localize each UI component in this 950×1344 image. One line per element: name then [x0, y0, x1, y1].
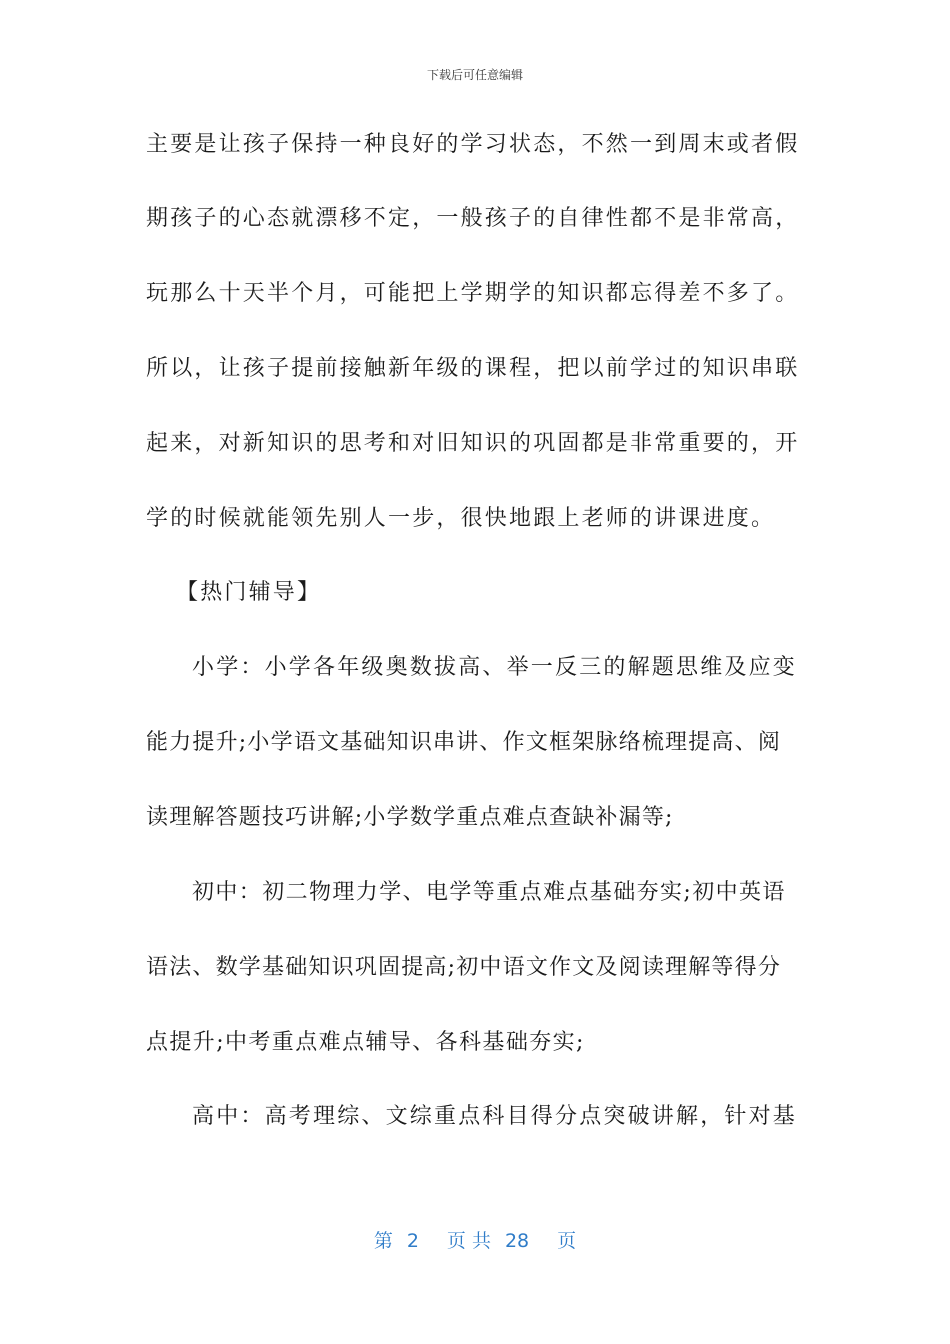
body-line-2: 期孩子的心态就漂移不定，一般孩子的自律性都不是非常高， — [146, 206, 800, 231]
body-line-12: 语法、数学基础知识巩固提高;初中语文作文及阅读理解等得分 — [146, 955, 782, 980]
page-header: 下载后可任意编辑 — [426, 68, 523, 82]
body-line-13: 点提升;中考重点难点辅导、各科基础夯实; — [146, 1030, 585, 1055]
body-line-4: 所以，让孩子提前接触新年级的课程，把以前学过的知识串联 — [146, 356, 800, 381]
page-suffix: 页 — [557, 1230, 577, 1252]
body-line-10: 读理解答题技巧讲解;小学数学重点难点查缺补漏等; — [146, 805, 674, 830]
page-footer — [0, 1226, 950, 1253]
body-line-14: 高中：高考理综、文综重点科目得分点突破讲解，针对基 — [192, 1104, 798, 1129]
page-total: 28 — [504, 1230, 530, 1252]
body-line-5: 起来，对新知识的思考和对旧知识的巩固都是非常重要的，开 — [146, 431, 800, 456]
body-line-6: 学的时候就能领先别人一步，很快地跟上老师的讲课进度。 — [146, 506, 776, 531]
page-current: 2 — [406, 1230, 419, 1252]
body-line-8: 小学：小学各年级奥数拔高、举一反三的解题思维及应变 — [192, 655, 798, 680]
body-line-11: 初中：初二物理力学、电学等重点难点基础夯实;初中英语 — [192, 880, 786, 905]
page-prefix: 第 — [373, 1230, 393, 1252]
body-line-9: 能力提升;小学语文基础知识串讲、作文框架脉络梳理提高、阅 — [146, 730, 782, 755]
section-heading: 【热门辅导】 — [176, 580, 322, 605]
page-mid: 页 共 — [446, 1230, 491, 1252]
body-line-1: 主要是让孩子保持一种良好的学习状态，不然一到周末或者假 — [146, 132, 800, 157]
body-line-3: 玩那么十天半个月，可能把上学期学的知识都忘得差不多了。 — [146, 281, 800, 306]
